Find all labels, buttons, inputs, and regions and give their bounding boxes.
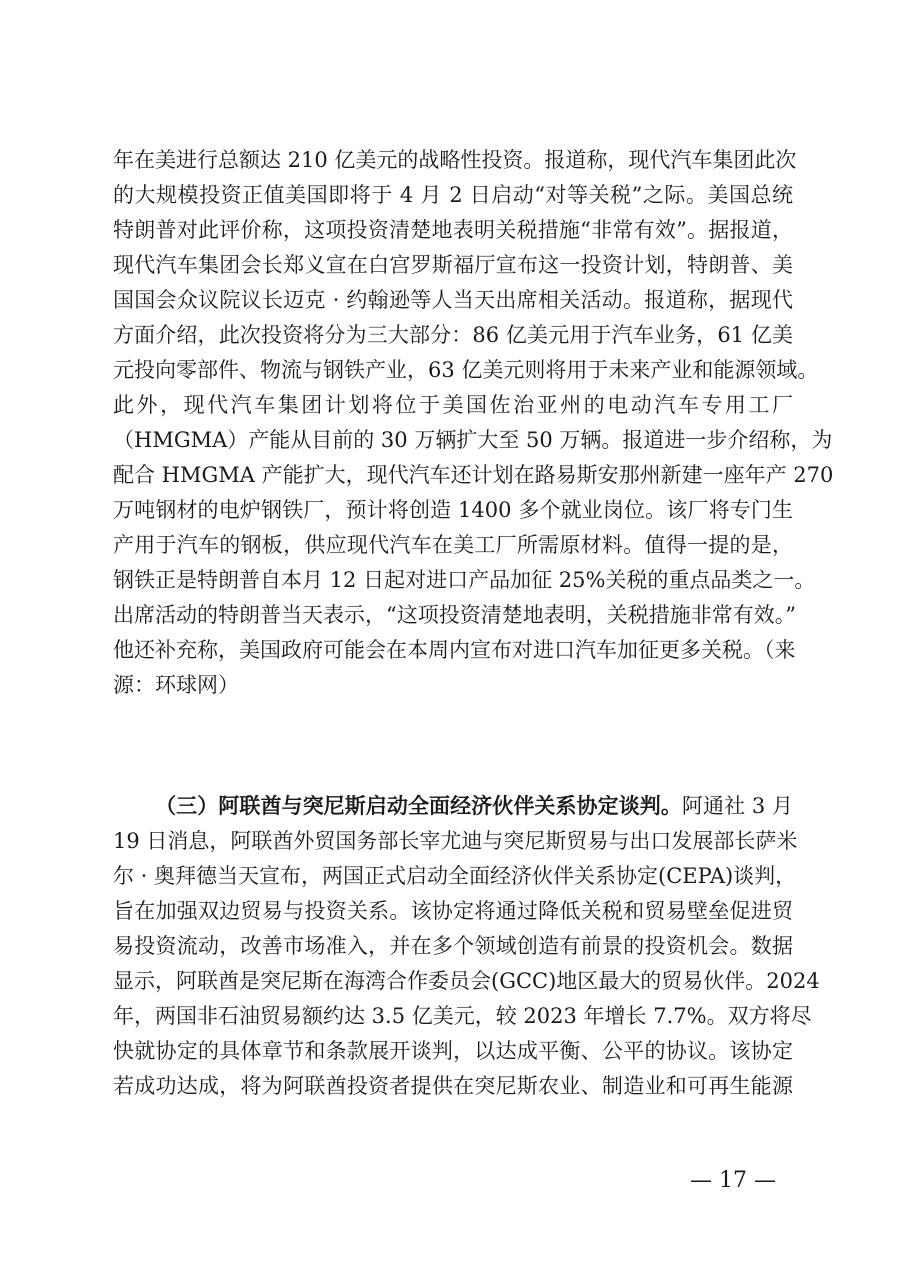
- text-line: （HMGMA）产能从目前的 30 万辆扩大至 50 万辆。报道进一步介绍称，为: [113, 428, 833, 452]
- text-line: 快就协定的具体章节和条款展开谈判，以达成平衡、公平的协议。该协定: [113, 1039, 793, 1063]
- text-line: 旨在加强双边贸易与投资关系。该协定将通过降低关税和贸易壁垒促进贸: [113, 899, 793, 923]
- text-line: 钢铁正是特朗普自本月 12 日起对进口产品加征 25%关税的重点品类之一。: [113, 568, 816, 592]
- text-line: 出席活动的特朗普当天表示，“这项投资清楚地表明，关税措施非常有效。”: [113, 603, 796, 627]
- section-heading: （三）阿联酋与突尼斯启动全面经济伙伴关系协定谈判。: [155, 793, 682, 818]
- text-line: 若成功达成，将为阿联酋投资者提供在突尼斯农业、制造业和可再生能源: [113, 1074, 793, 1098]
- text-line: 国国会众议院议长迈克 · 约翰逊等人当天出席相关活动。报道称，据现代: [113, 288, 793, 312]
- text-line: 易投资流动，改善市场准入，并在多个领域创造有前景的投资机会。数据: [113, 934, 793, 958]
- text-line: 特朗普对此评价称，这项投资清楚地表明关税措施“非常有效”。据报道，: [113, 218, 793, 242]
- text-line: 元投向零部件、物流与钢铁产业，63 亿美元则将用于未来产业和能源领域。: [113, 358, 819, 382]
- text-line: 此外，现代汽车集团计划将位于美国佐治亚州的电动汽车专用工厂: [113, 393, 793, 417]
- text-line: 显示，阿联酋是突尼斯在海湾合作委员会(GCC)地区最大的贸易伙伴。2024: [113, 969, 820, 993]
- text-line: 尔 · 奥拜德当天宣布，两国正式启动全面经济伙伴关系协定(CEPA)谈判，: [113, 864, 797, 888]
- text-line: 年，两国非石油贸易额约达 3.5 亿美元，较 2023 年增长 7.7%。双方将尽: [113, 1004, 812, 1028]
- text-line: 年在美进行总额达 210 亿美元的战略性投资。报道称，现代汽车集团此次: [113, 148, 797, 172]
- text-line-last: 源：环球网）: [113, 673, 239, 697]
- text-line: 产用于汽车的钢板，供应现代汽车在美工厂所需原材料。值得一提的是，: [113, 533, 793, 557]
- first-line-text: 阿通社 3 月: [681, 794, 794, 818]
- text-line: 19 日消息，阿联酋外贸国务部长宰尤迪与突尼斯贸易与出口发展部长萨米: [113, 829, 798, 853]
- page-number: — 17 —: [690, 1168, 776, 1193]
- text-line: 的大规模投资正值美国即将于 4 月 2 日启动“对等关税”之际。美国总统: [113, 183, 793, 207]
- text-line: 方面介绍，此次投资将分为三大部分：86 亿美元用于汽车业务，61 亿美: [113, 323, 793, 347]
- text-line: 配合 HMGMA 产能扩大，现代汽车还计划在路易斯安那州新建一座年产 270: [113, 463, 834, 487]
- text-line: 现代汽车集团会长郑义宣在白宫罗斯福厅宣布这一投资计划，特朗普、美: [113, 253, 793, 277]
- text-line: 他还补充称，美国政府可能会在本周内宣布对进口汽车加征更多关税。（来: [113, 638, 796, 662]
- first-line: [113, 790, 793, 822]
- text-line: 万吨钢材的电炉钢铁厂，预计将创造 1400 多个就业岗位。该厂将专门生: [113, 498, 793, 522]
